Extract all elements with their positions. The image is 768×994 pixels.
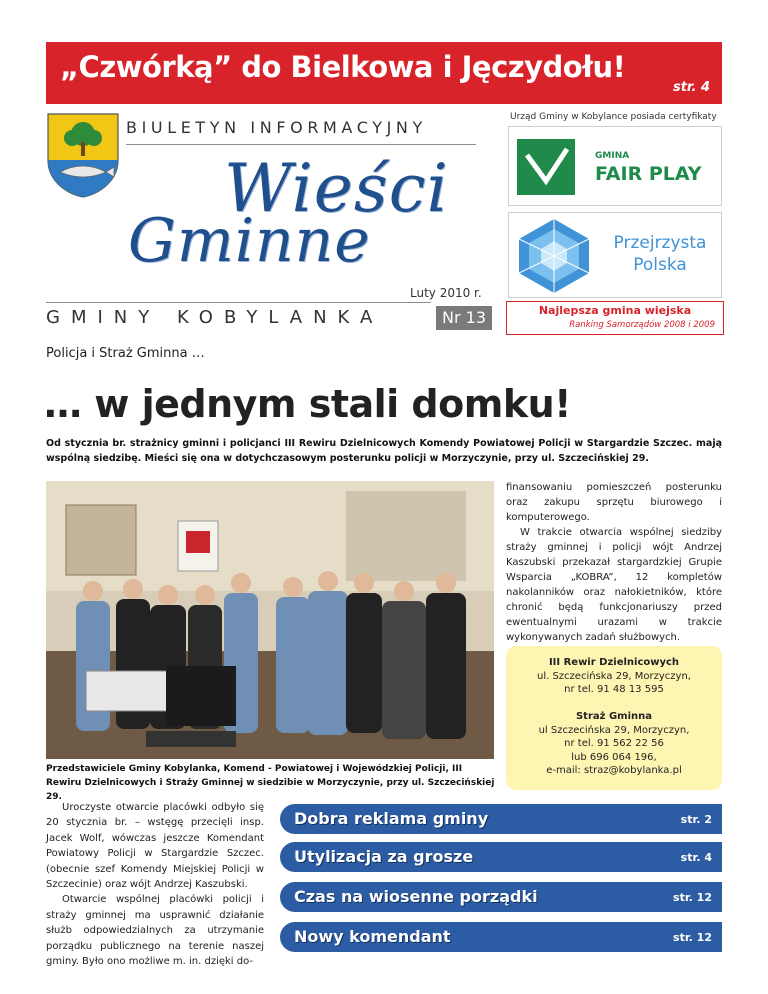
article-paragraph: Otwarcie wspólnej placówki policji i straży gminnej ma usprawnić działanie służb odpowiedzialnych za utrzymanie porządku publicznego na terenie naszej gminy. Było ono możliwe m. in. dzięki do- bbox=[46, 894, 264, 968]
section-tab-page: str. 4 bbox=[680, 851, 712, 864]
article-paragraph: W trakcie otwarcia wspólnej siedziby straży gminnej i policji wójt Andrzej Kaszubski przekazał stargardzkiej Grupie Wsparcia „KOBRA”, 12 kompletów nakolanników oraz nałokietników, które chronić będą funkcjonariuszy przed ewentualnymi urazami w trakcie wykonywanych zadań służbowych. bbox=[506, 527, 722, 643]
straz-email: e-mail: straz@kobylanka.pl bbox=[546, 765, 682, 776]
group-photo-image bbox=[46, 481, 494, 759]
certificates-note: Urząd Gminy w Kobylance posiada certyfikaty bbox=[510, 112, 717, 122]
top-banner bbox=[46, 42, 722, 104]
article-right-column bbox=[506, 480, 722, 645]
section-tab-title: Utylizacja za grosze bbox=[294, 847, 474, 866]
gminy-label: GMINY KOBYLANKA bbox=[46, 302, 431, 332]
straz-phone: nr tel. 91 562 22 56 bbox=[564, 738, 664, 749]
photo-caption: Przedstawiciele Gminy Kobylanka, Komend - Powiatowej i Wojewódzkiej Policji, III Rewiru Dzielnicowych i Straży Gminnej w siedzibie w Morzyczynie, przy ul. Szczecińskiej 29. bbox=[46, 764, 495, 802]
section-tab-nowy-komendant[interactable] bbox=[280, 922, 722, 952]
przejrzysta-polska-certificate bbox=[508, 212, 722, 298]
ranking-note: Ranking Samorządów 2008 i 2009 bbox=[569, 320, 715, 330]
banner-page-ref: str. 4 bbox=[672, 80, 710, 95]
rewir-phone: nr tel. 91 48 13 595 bbox=[564, 684, 664, 695]
section-tab-title: Czas na wiosenne porządki bbox=[294, 887, 538, 906]
fair-play-certificate bbox=[508, 126, 722, 206]
rewir-name: III Rewir Dzielnicowych bbox=[548, 657, 680, 668]
rewir-address: ul. Szczecińska 29, Morzyczyn, bbox=[536, 670, 691, 682]
contact-box bbox=[506, 646, 722, 790]
issue-number: Nr 13 bbox=[436, 306, 492, 330]
article-photo bbox=[46, 481, 494, 759]
issue-date: Luty 2010 r. bbox=[410, 286, 482, 300]
section-tab-title: Nowy komendant bbox=[294, 927, 451, 946]
article-paragraph: finansowaniu pomieszczeń posterunku oraz zakupu sprzętu biurowego i komputerowego. bbox=[506, 482, 722, 523]
section-tab-dobra-reklama[interactable] bbox=[280, 804, 722, 834]
biuletyn-label: BIULETYN INFORMACYJNY bbox=[126, 118, 476, 145]
section-tab-page: str. 2 bbox=[680, 813, 712, 826]
article-paragraph: Uroczyste otwarcie placówki odbyło się 20 stycznia br. – wstęgę przecięli insp. Jacek Wolf, wówczas jeszcze Komendant Powiatowy Policji w Stargardzie Szczec. (obecnie szef Komendy Miejskiej Policji w Szczecinie) oraz wójt Andrzej Kaszubski. bbox=[46, 802, 264, 891]
straz-phone-2: lub 696 064 196, bbox=[571, 751, 657, 763]
przejrzysta-line2: Polska bbox=[633, 255, 687, 275]
crystal-logo-icon bbox=[509, 213, 599, 297]
article-headline: … w jednym stali domku! bbox=[44, 382, 571, 426]
best-commune-badge bbox=[506, 301, 724, 335]
section-tab-page: str. 12 bbox=[673, 931, 712, 944]
masthead-title-line1: Wieści bbox=[224, 150, 449, 227]
coat-of-arms-icon bbox=[46, 112, 120, 198]
przejrzysta-line1: Przejrzysta bbox=[613, 233, 707, 253]
best-commune-title: Najlepsza gmina wiejska bbox=[538, 304, 692, 317]
article-bottom-column bbox=[46, 800, 264, 969]
straz-address: ul Szczecińska 29, Morzyczyn, bbox=[538, 724, 690, 736]
section-tab-page: str. 12 bbox=[673, 891, 712, 904]
banner-title: „Czwórką” do Bielkowa i Jęczydołu! bbox=[60, 50, 626, 84]
article-kicker: Policja i Straż Gminna … bbox=[46, 346, 205, 361]
fair-play-big: FAIR PLAY bbox=[595, 163, 702, 185]
article-lead: Od stycznia br. strażnicy gminni i policjanci III Rewiru Dzielnicowych Komendy Powiatowej Policji w Stargardzie Szczec. mają wspólną siedzibę. Mieści się ona w dotychczasowym posterunku policji w Morzyczynie, przy ul. Szczecińskiej 29. bbox=[46, 438, 722, 464]
section-tab-wiosenne-porzadki[interactable] bbox=[280, 882, 722, 912]
straz-name: Straż Gminna bbox=[575, 711, 652, 722]
section-tab-title: Dobra reklama gminy bbox=[294, 809, 489, 828]
fair-play-small: GMINA bbox=[595, 151, 630, 161]
section-tab-utylizacja[interactable] bbox=[280, 842, 722, 872]
masthead-title-line2: Gminne bbox=[128, 206, 371, 276]
